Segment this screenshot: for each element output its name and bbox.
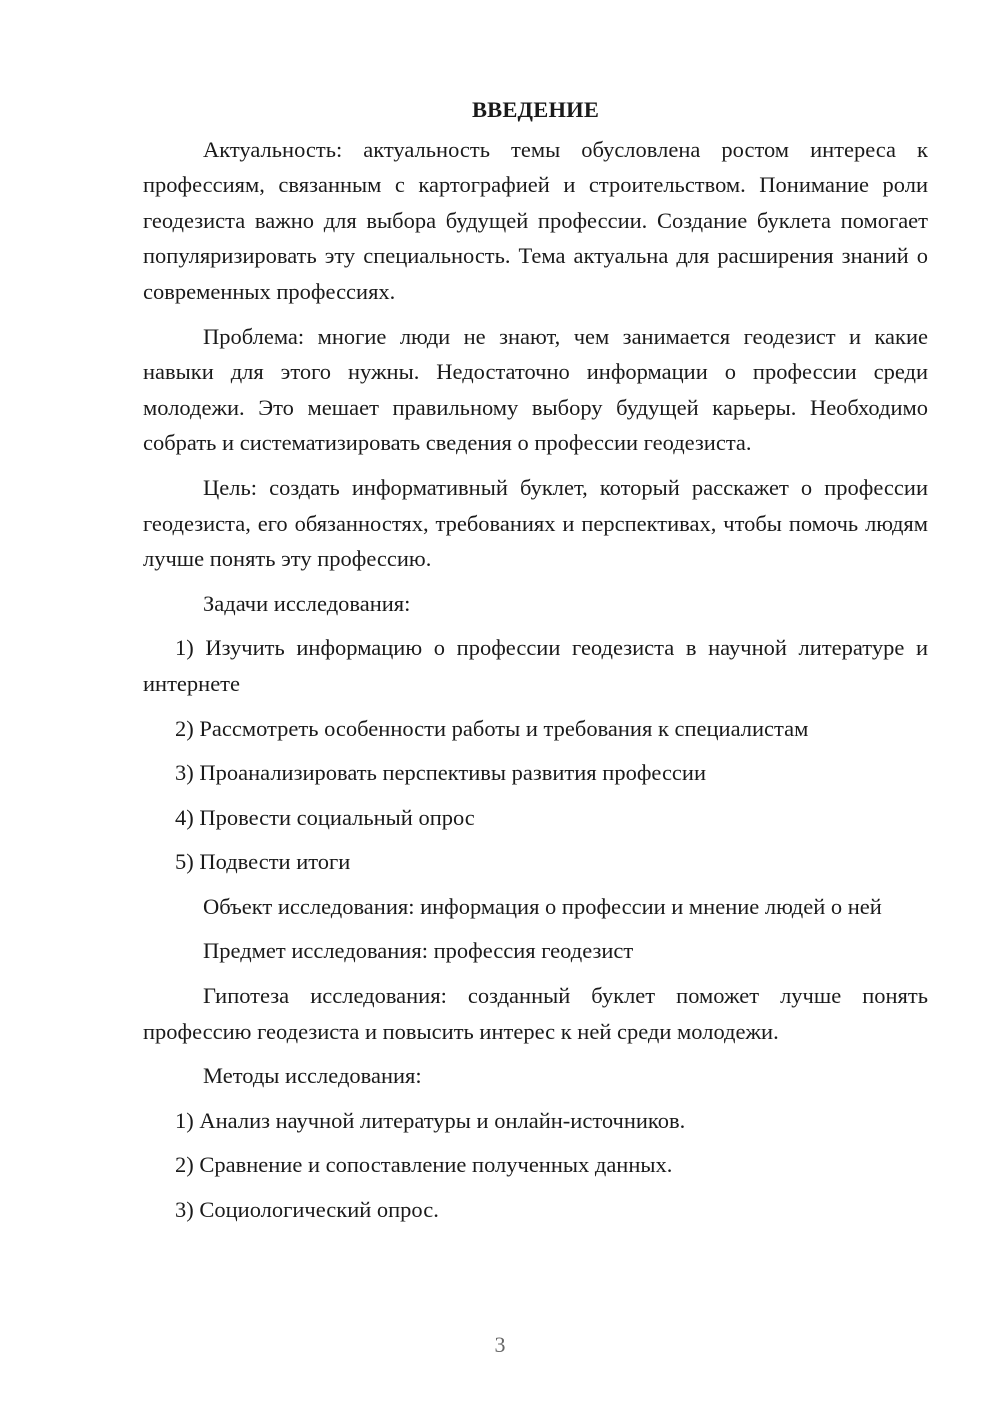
page-number: 3 <box>494 1332 506 1357</box>
task-item: 2) Рассмотреть особенности работы и требования к специалистам <box>175 715 809 741</box>
methods-heading: Методы исследования: <box>203 1063 422 1089</box>
task-item: 5) Подвести итоги <box>175 849 351 875</box>
task-item: 1) Изучить информацию о профессии геодезиста в научной литературе и интернете <box>143 635 928 696</box>
methods-list <box>143 1103 928 1228</box>
goal-paragraph: Цель: создать информативный буклет, который расскажет о профессии геодезиста, его обязанностях, требованиях и перспективах, чтобы помочь людям лучше понять эту профессию. <box>143 474 928 572</box>
hypothesis-paragraph: Гипотеза исследования: созданный буклет поможет лучше понять профессию геодезиста и повысить интерес к ней среди молодежи. <box>143 983 928 1044</box>
section-title: ВВЕДЕНИЕ <box>471 97 600 122</box>
subject-paragraph: Предмет исследования: профессия геодезист <box>203 938 634 964</box>
tasks-list <box>143 630 928 880</box>
method-item: 3) Социологический опрос. <box>175 1197 439 1223</box>
method-item: 2) Сравнение и сопоставление полученных данных. <box>175 1152 673 1178</box>
method-item: 1) Анализ научной литературы и онлайн-источников. <box>175 1107 686 1133</box>
task-item: 4) Провести социальный опрос <box>175 804 475 830</box>
object-paragraph: Объект исследования: информация о профессии и мнение людей о ней <box>203 893 882 919</box>
relevance-paragraph: Актуальность: актуальность темы обусловлена ростом интереса к профессиям, связанным с картографией и строительством. Понимание роли геодезиста важно для выбора будущей профессии. Создание буклета помогает популяризировать эту специальность. Тема актуальна для расширения знаний о современных профессиях. <box>143 136 928 304</box>
tasks-heading: Задачи исследования: <box>203 590 411 616</box>
task-item: 3) Проанализировать перспективы развития профессии <box>175 760 707 786</box>
problem-paragraph: Проблема: многие люди не знают, чем занимается геодезист и какие навыки для этого нужны. Недостаточно информации о профессии среди молодежи. Это мешает правильному выбору будущей карьеры. Необходимо собрать и систематизировать сведения о профессии геодезиста. <box>143 323 928 456</box>
document-page <box>143 92 928 1237</box>
